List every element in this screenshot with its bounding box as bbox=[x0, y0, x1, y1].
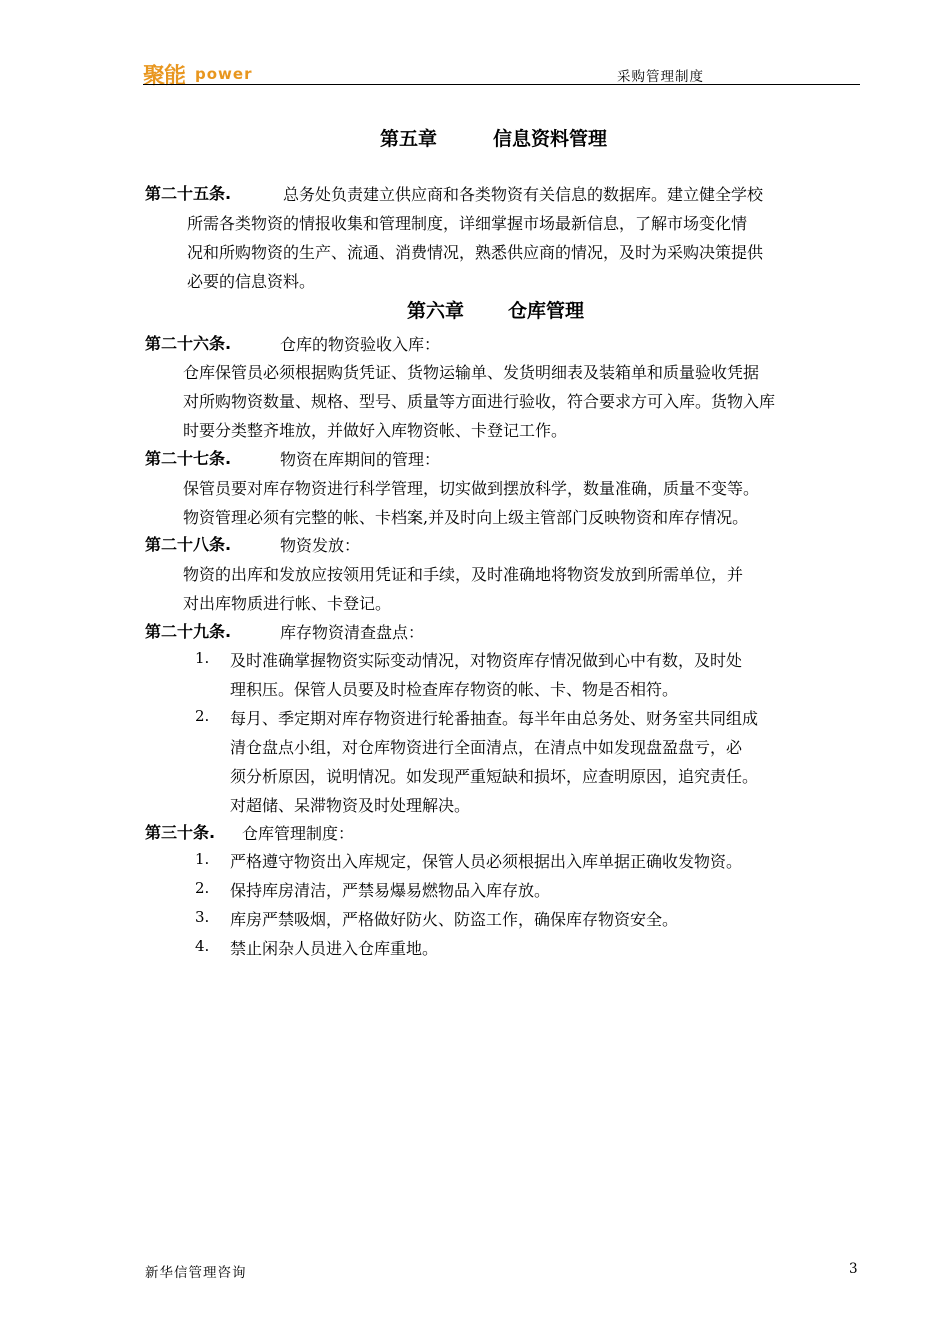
list-item-line: 库房严禁吸烟，严格做好防火、防盗工作，确保库存物资安全。 bbox=[230, 910, 679, 929]
article-25-line: 况和所购物资的生产、流通、消费情况，熟悉供应商的情况，及时为采购决策提供 bbox=[187, 243, 764, 262]
list-number: 1. bbox=[195, 850, 210, 868]
article-27-line: 物资管理必须有完整的帐、卡档案,并及时向上级主管部门反映物资和库存情况。 bbox=[183, 508, 749, 527]
list-item-line: 禁止闲杂人员进入仓库重地。 bbox=[230, 939, 439, 958]
article-27-line: 保管员要对库存物资进行科学管理，切实做到摆放科学，数量准确，质量不变等。 bbox=[183, 479, 760, 498]
chapter-title: 仓库管理 bbox=[508, 300, 585, 322]
article-27-label: 第二十七条. bbox=[145, 449, 232, 468]
chapter-title: 信息资料管理 bbox=[493, 128, 608, 150]
list-item-line: 理积压。保管人员要及时检查库存物资的帐、卡、物是否相符。 bbox=[230, 680, 679, 699]
article-28-line: 物资的出库和发放应按领用凭证和手续，及时准确地将物资发放到所需单位，并 bbox=[183, 565, 744, 584]
svg-text:power: power bbox=[195, 65, 253, 83]
list-number: 1. bbox=[195, 649, 210, 667]
article-25-line: 所需各类物资的情报收集和管理制度，详细掌握市场最新信息，了解市场变化情 bbox=[187, 214, 748, 233]
list-number: 2. bbox=[195, 879, 210, 897]
article-26-label: 第二十六条. bbox=[145, 334, 232, 353]
article-30-heading: 仓库管理制度： bbox=[242, 824, 355, 843]
list-item-line: 保持库房清洁，严禁易爆易燃物品入库存放。 bbox=[230, 881, 551, 900]
list-number: 3. bbox=[195, 908, 210, 926]
footer-company: 新华信管理咨询 bbox=[145, 1265, 247, 1281]
list-item-line: 严格遵守物资出入库规定，保管人员必须根据出入库单据正确收发物资。 bbox=[230, 852, 743, 871]
article-26-line: 时要分类整齐堆放，并做好入库物资帐、卡登记工作。 bbox=[183, 421, 568, 440]
list-item-line: 清仓盘点小组，对仓库物资进行全面清点，在清点中如发现盘盈盘亏，必 bbox=[230, 738, 743, 757]
chapter-6-heading bbox=[407, 296, 584, 323]
article-28-heading: 物资发放： bbox=[280, 536, 361, 555]
list-item-line: 每月、季定期对库存物资进行轮番抽查。每半年由总务处、财务室共同组成 bbox=[230, 709, 759, 728]
list-number: 4. bbox=[195, 937, 210, 955]
article-28-line: 对出库物质进行帐、卡登记。 bbox=[183, 594, 392, 613]
document-title: 采购管理制度 bbox=[617, 69, 704, 85]
article-30-label: 第三十条. bbox=[145, 823, 216, 842]
company-logo bbox=[143, 62, 277, 86]
chapter-number: 第五章 bbox=[380, 128, 438, 150]
chapter-number: 第六章 bbox=[407, 300, 465, 322]
article-25-label: 第二十五条. bbox=[145, 184, 232, 203]
logo-mark bbox=[143, 62, 277, 86]
header-divider bbox=[143, 84, 860, 85]
article-26-line: 对所购物资数量、规格、型号、质量等方面进行验收，符合要求方可入库。货物入库 bbox=[183, 392, 776, 411]
chapter-5-heading bbox=[380, 124, 607, 151]
article-28-label: 第二十八条. bbox=[145, 535, 232, 554]
article-27-heading: 物资在库期间的管理： bbox=[280, 450, 441, 469]
list-number: 2. bbox=[195, 707, 210, 725]
article-29-label: 第二十九条. bbox=[145, 622, 232, 641]
article-25-line: 必要的信息资料。 bbox=[187, 272, 316, 291]
list-item-line: 须分析原因，说明情况。如发现严重短缺和损坏，应查明原因，追究责任。 bbox=[230, 767, 759, 786]
article-26-line: 仓库保管员必须根据购货凭证、货物运输单、发货明细表及装箱单和质量验收凭据 bbox=[183, 363, 760, 382]
article-29-heading: 库存物资清查盘点： bbox=[280, 623, 425, 642]
page-number: 3 bbox=[849, 1261, 858, 1277]
list-item-line: 对超储、呆滞物资及时处理解决。 bbox=[230, 796, 471, 815]
list-item-line: 及时准确掌握物资实际变动情况，对物资库存情况做到心中有数，及时处 bbox=[230, 651, 743, 670]
svg-text:聚能: 聚能 bbox=[143, 64, 186, 86]
article-26-heading: 仓库的物资验收入库： bbox=[280, 335, 441, 354]
article-25-line: 总务处负责建立供应商和各类物资有关信息的数据库。建立健全学校 bbox=[283, 185, 764, 204]
